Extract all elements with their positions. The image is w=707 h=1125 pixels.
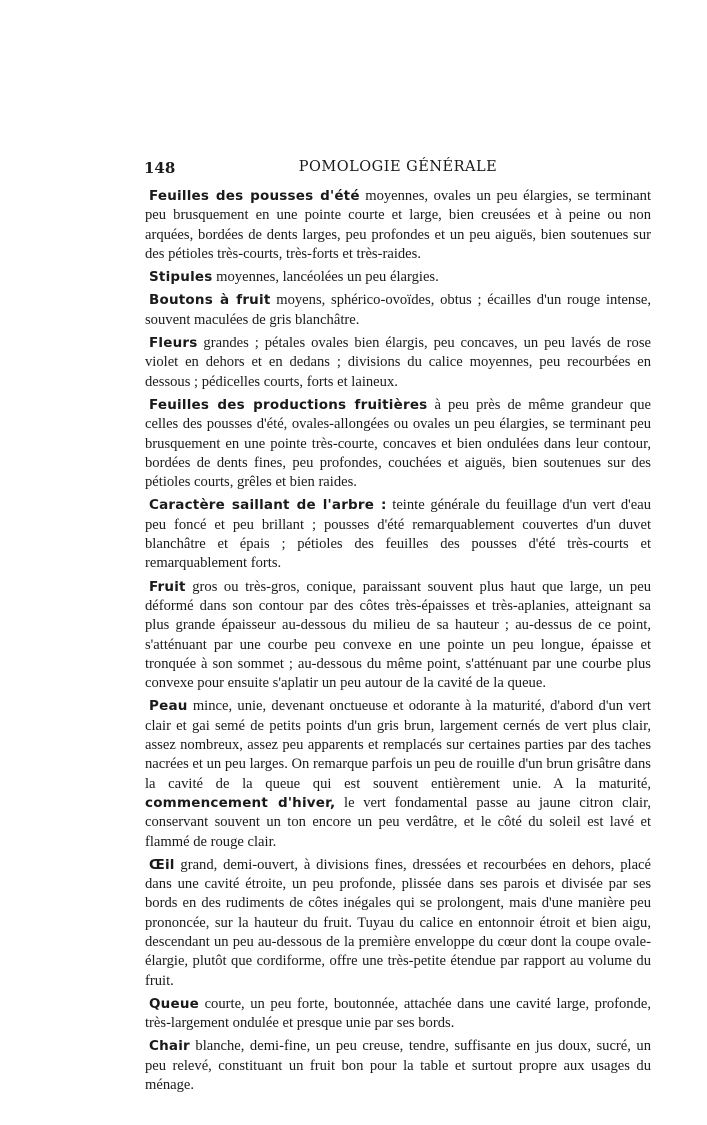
page-number: 148: [144, 159, 176, 177]
term: Caractère saillant de l'arbre :: [149, 497, 387, 514]
description: grandes ; pétales ovales bien élargis, peu concaves, un peu lavés de rose violet en dehors et en dedans ; divisions du calice moyennes, peu recourbées en dessous ; pédicelles courts, forts et laineux.: [145, 335, 651, 390]
paragraph-peau: [145, 697, 651, 851]
term: Œil: [149, 856, 175, 873]
paragraph-feuilles-productions: [145, 396, 651, 492]
paragraph-stipules: [145, 268, 651, 287]
term: Fleurs: [149, 335, 198, 352]
paragraph-oeil: [145, 856, 651, 991]
description: teinte générale du feuillage d'un vert d'eau peu foncé et peu brillant ; pousses d'été remarquablement couvertes d'un duvet blanchâtre et épais ; pétioles des feuilles des pousses d'été très-courts et remarquablement forts.: [145, 497, 651, 572]
term: Peau: [149, 698, 188, 715]
description: mince, unie, devenant onctueuse et odorante à la maturité, d'abord d'un vert clair et gai semé de petits points d'un gris brun, largement cernés de vert plus clair, assez nombreux, assez peu apparents et remplacés sur certaines parties par des taches nacrées et un peu larges. On remarque parfois un peu de rouille d'un brun grisâtre dans la cavité de la queue qui est souvent entièrement unie. A la maturité,: [145, 698, 651, 792]
running-title: POMOLOGIE GÉNÉRALE: [298, 159, 498, 175]
description: grand, demi-ouvert, à divisions fines, dressées et recourbées en dehors, placé dans une cavité étroite, un peu profonde, plissée dans ses parois et divisée par ses bords en des rudiments de côtes inégales qui se prolongent, mais d'une manière peu prononcée, sur la hauteur du fruit. Tuyau du calice en entonnoir étroit et bien aigu, descendant un peu au-dessous de la première enveloppe du cœur dont la coupe ovale-élargie, plutôt que cordiforme, offre une très-petite étendue par rapport au volume du fruit.: [145, 856, 651, 989]
description: à peu près de même grandeur que celles des pousses d'été, ovales-allongées ou ovales un peu élargies, se terminant peu brusquement en une pointe très-courte, concaves et bien ondulées dans leur contour, bordées de dents fines, peu profondes, couchées et aiguës, bien soutenues sur des pétioles courts, grêles et bien raides.: [145, 396, 651, 491]
description: courte, un peu forte, boutonnée, attachée dans une cavité large, profonde, très-largement ondulée et presque unie par ses bords.: [145, 995, 651, 1032]
term: Feuilles des productions fruitières: [149, 396, 428, 413]
paragraph-fruit: [145, 578, 651, 694]
term-maturity: commencement d'hiver,: [145, 794, 336, 811]
description: moyens, sphérico-ovoïdes, obtus ; écailles d'un rouge intense, souvent maculées de gris blanchâtre.: [145, 292, 651, 328]
paragraph-queue: [145, 995, 651, 1034]
description: gros ou très-gros, conique, paraissant souvent plus haut que large, un peu déformé dans son contour par des côtes très-épaisses et très-aplanies, atteignant sa plus grande épaisseur au-dessous du milieu de sa hauteur ; au-dessus de ce point, s'atténuant par une courbe peu convexe en une pointe un peu longue, épaisse et tronquée à son sommet ; au-dessous du même point, s'atténuant par une courbe plus convexe pour ensuite s'aplatir un peu autour de la cavité de la queue.: [145, 578, 651, 692]
term: Fruit: [149, 578, 186, 595]
paragraph-chair: [145, 1037, 651, 1095]
term: Queue: [149, 995, 200, 1012]
paragraph-caractere: [145, 496, 651, 573]
body-text: [145, 187, 651, 1099]
term: Stipules: [149, 269, 213, 286]
paragraph-boutons: [145, 291, 651, 330]
description: moyennes, lancéolées un peu élargies.: [212, 269, 439, 286]
paragraph-fleurs: [145, 334, 651, 392]
paragraph-feuilles-pousses: [145, 187, 651, 264]
term: Feuilles des pousses d'été: [149, 188, 360, 204]
description-continued: le vert fondamental passe au jaune citron clair, conservant souvent un ton encore un peu verdâtre, et le côté du soleil est lavé et flammé de rouge clair.: [145, 794, 651, 850]
page-header: [144, 159, 652, 179]
term: Chair: [149, 1038, 190, 1055]
term: Boutons à fruit: [149, 292, 271, 309]
description: blanche, demi-fine, un peu creuse, tendre, suffisante en jus doux, sucré, un peu relevé, constituant un fruit bon pour la table et surtout propre aux usages du ménage.: [145, 1038, 651, 1094]
description: moyennes, ovales un peu élargies, se terminant peu brusquement en une pointe courte et large, bien creusées et à peine ou non arquées, bordées de dents larges, peu profondes et un peu aiguës, bien soutenues sur des pétioles très-courts, très-forts et très-raides.: [145, 188, 651, 262]
